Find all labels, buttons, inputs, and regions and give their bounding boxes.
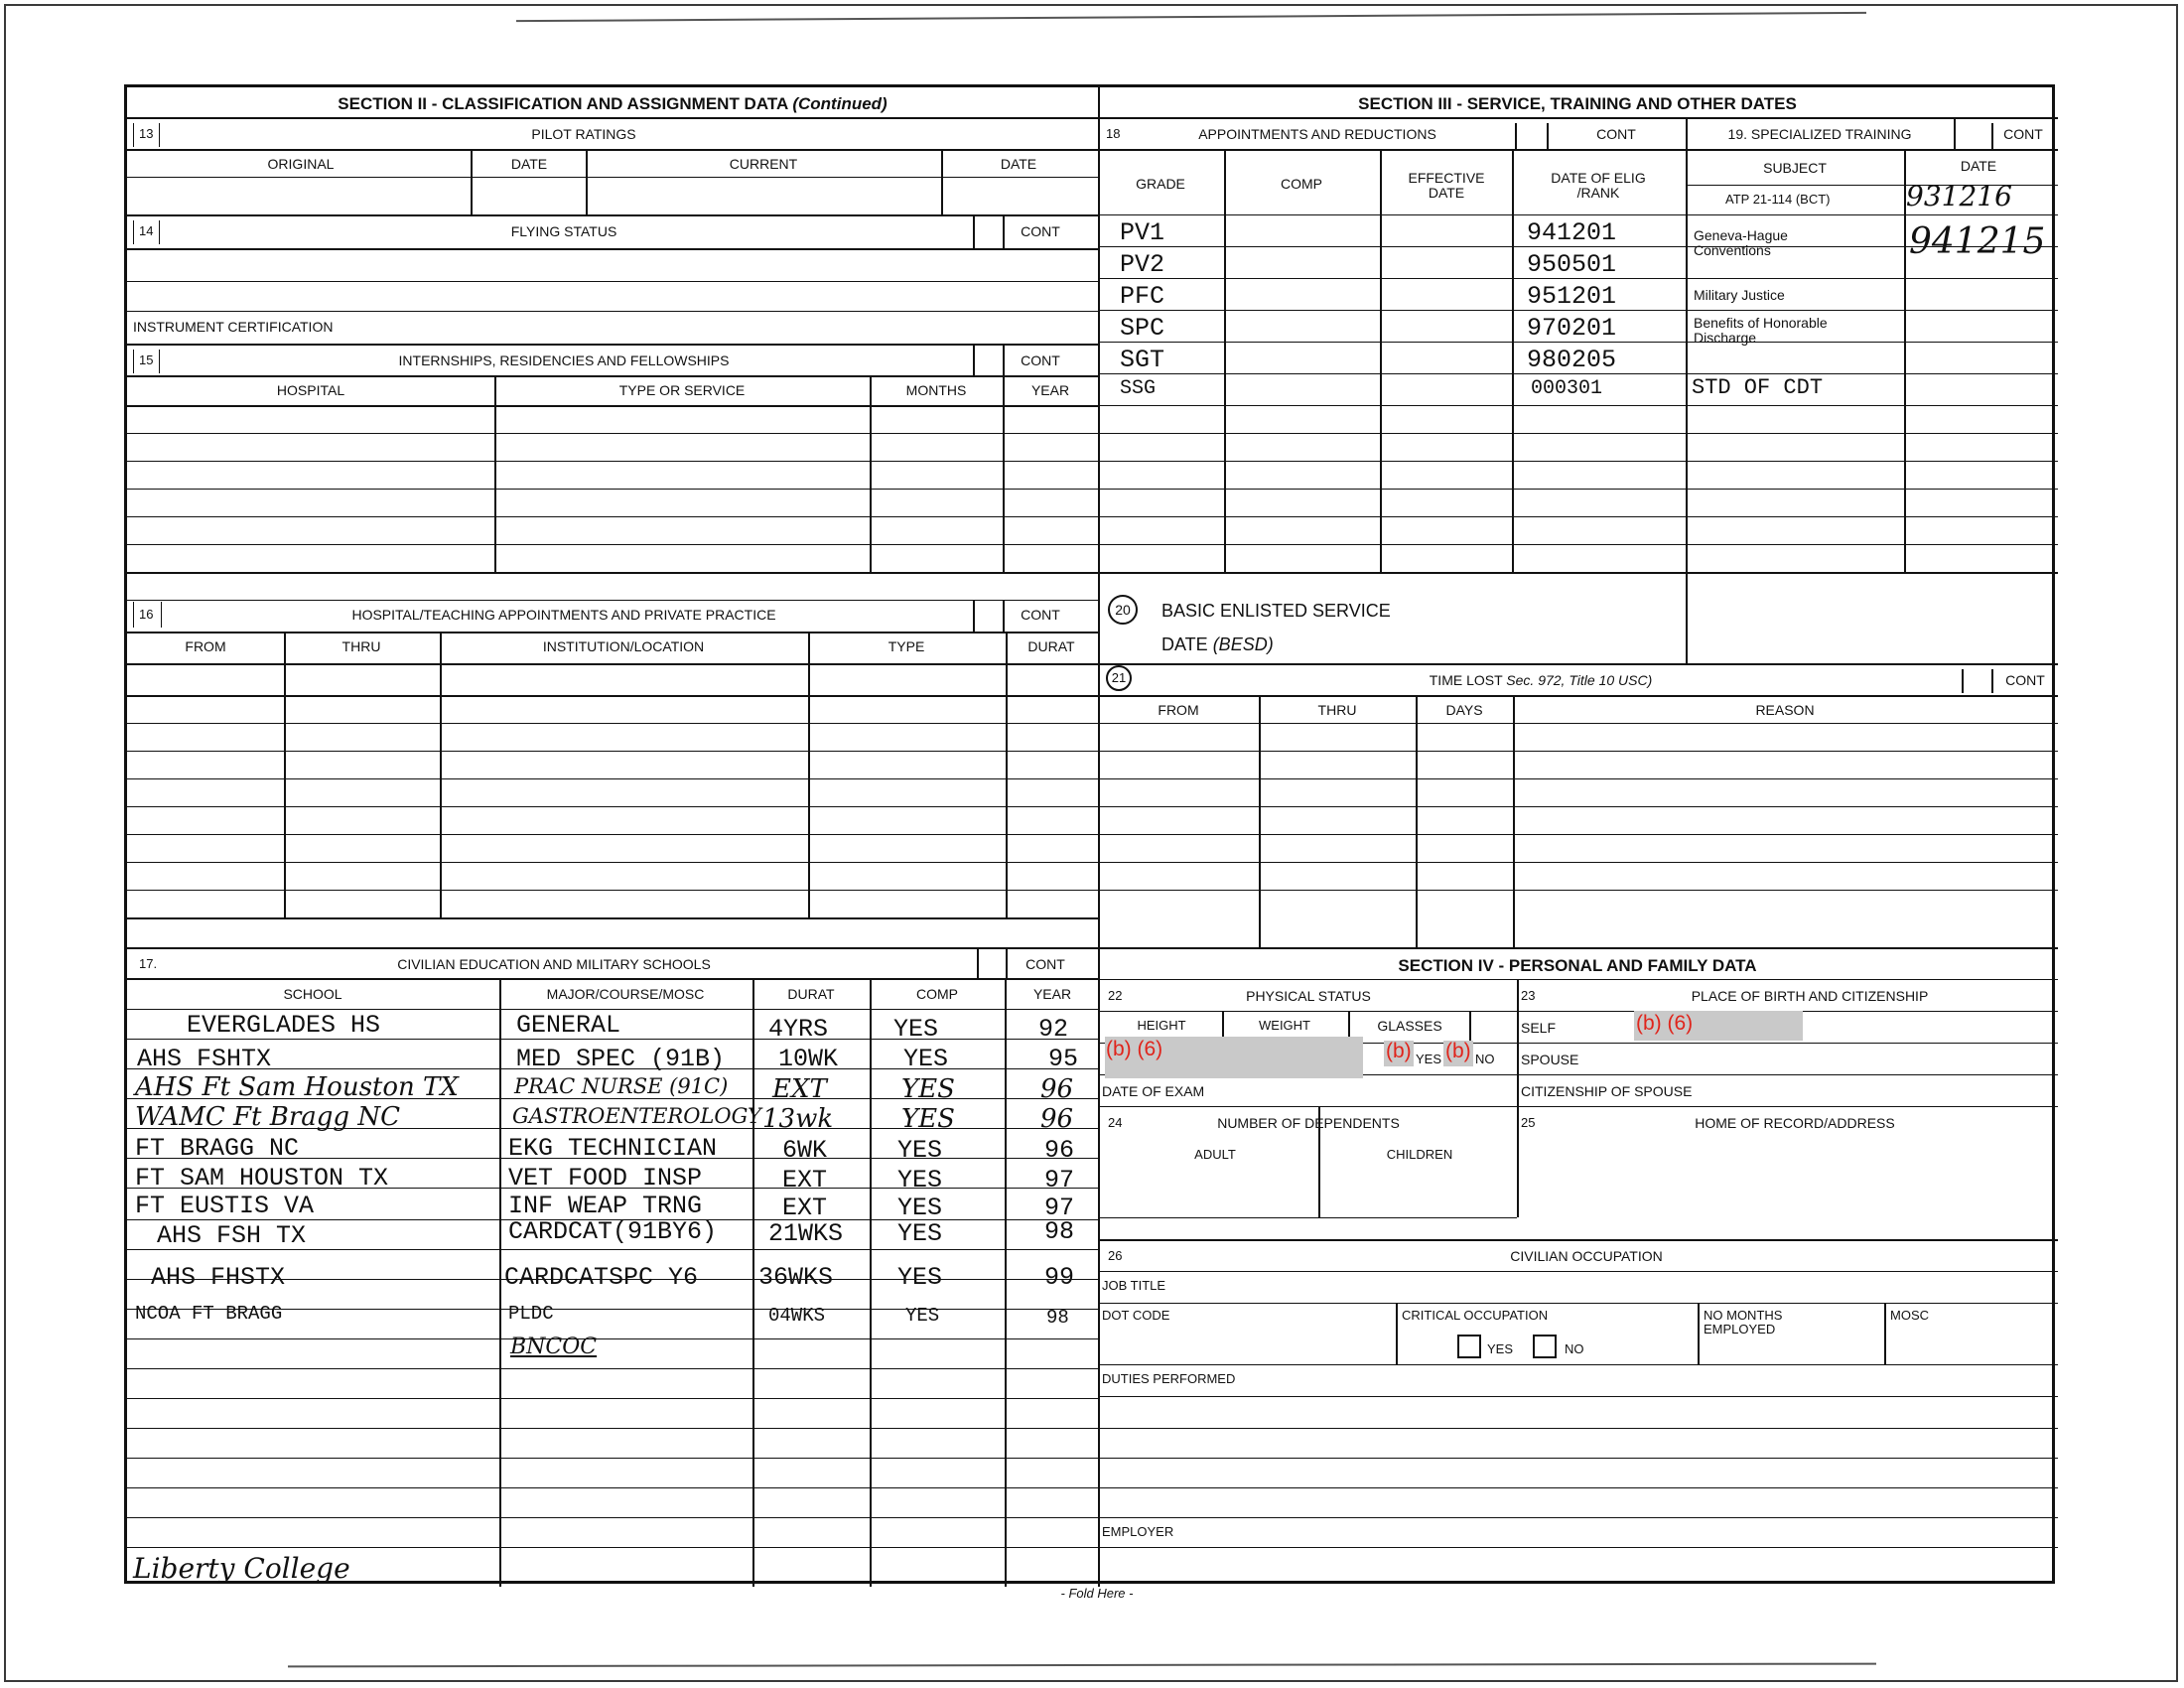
education-course: GENERAL xyxy=(516,1011,621,1040)
education-year: 95 xyxy=(1048,1045,1079,1073)
block-13-number: 13 xyxy=(139,126,154,141)
education-course: BNCOC xyxy=(510,1335,598,1359)
time-lost-title: TIME LOST Sec. 972, Title 10 USC) xyxy=(1429,672,1653,688)
pilot-col-date-2: DATE xyxy=(1000,156,1037,172)
grade-date: 951201 xyxy=(1527,282,1617,311)
block-14-number: 14 xyxy=(139,223,154,238)
citizenship-spouse-label: CITIZENSHIP OF SPOUSE xyxy=(1521,1083,1693,1099)
education-year: 99 xyxy=(1044,1263,1075,1292)
critical-occupation-label: CRITICAL OCCUPATION xyxy=(1402,1308,1549,1323)
block-20-number: 20 xyxy=(1108,595,1138,625)
glasses-label: GLASSES xyxy=(1377,1018,1442,1034)
home-of-record-title: HOME OF RECORD/ADDRESS xyxy=(1695,1115,1895,1131)
instrument-certification-label: INSTRUMENT CERTIFICATION xyxy=(133,319,334,335)
appointments-reductions-cont: CONT xyxy=(1596,126,1636,142)
civilian-occupation-title: CIVILIAN OCCUPATION xyxy=(1510,1248,1663,1264)
grade-value: SGT xyxy=(1120,346,1165,374)
education-school: AHS FSHTX xyxy=(137,1045,272,1073)
education-col-year: YEAR xyxy=(1032,986,1072,1002)
block-22-number: 22 xyxy=(1108,988,1123,1003)
months-employed-label: NO MONTHS EMPLOYED xyxy=(1704,1308,1783,1337)
height-label: HEIGHT xyxy=(1137,1018,1186,1033)
besd-label: BASIC ENLISTED SERVICE xyxy=(1161,601,1391,621)
grade-date: 970201 xyxy=(1527,314,1617,343)
education-durat: 36WKS xyxy=(758,1263,834,1292)
grade-value: PV2 xyxy=(1120,250,1165,279)
education-school: AHS Ft Sam Houston TX xyxy=(135,1072,459,1102)
block-26-number: 26 xyxy=(1108,1248,1123,1263)
education-comp: YES xyxy=(897,1219,943,1248)
education-comp: YES xyxy=(897,1263,943,1292)
education-durat: EXT xyxy=(772,1074,827,1104)
duties-performed-label: DUTIES PERFORMED xyxy=(1102,1371,1236,1386)
training-subject: ATP 21-114 (BCT) xyxy=(1725,192,1831,207)
education-comp: YES xyxy=(903,1045,949,1073)
redaction-label: (b) xyxy=(1386,1040,1412,1062)
education-year: 96 xyxy=(1044,1136,1075,1165)
redaction-label: (b) (6) xyxy=(1106,1038,1163,1060)
education-col-school: SCHOOL xyxy=(283,986,342,1002)
education-comp: YES xyxy=(893,1015,939,1044)
block-17-number: 17. xyxy=(139,956,158,971)
education-comp: YES xyxy=(901,1074,955,1104)
training-date: 941215 xyxy=(1909,221,2046,262)
education-course: PRAC NURSE (91C) xyxy=(514,1074,729,1098)
education-school: NCOA FT BRAGG xyxy=(135,1303,283,1325)
education-comp: YES xyxy=(901,1104,955,1134)
grade-date: 950501 xyxy=(1527,250,1617,279)
education-year: 98 xyxy=(1044,1217,1075,1246)
grade-value: SPC xyxy=(1120,314,1165,343)
time-lost-col-reason: REASON xyxy=(1755,702,1815,718)
training-subject: Geneva-Hague Conventions xyxy=(1694,227,1788,259)
flying-status-title: FLYING STATUS xyxy=(510,223,617,239)
appointments-col-durat: DURAT xyxy=(1027,638,1075,654)
education-school: AHS FSH TX xyxy=(157,1221,307,1250)
education-col-comp: COMP xyxy=(916,986,958,1002)
redaction-label: (b) xyxy=(1445,1040,1471,1062)
education-school: AHS FHSTX xyxy=(151,1263,286,1292)
redaction-label: (b) (6) xyxy=(1636,1012,1694,1035)
internships-cont: CONT xyxy=(1021,352,1060,368)
training-note: STD OF CDT xyxy=(1692,375,1824,400)
flying-status-cont: CONT xyxy=(1021,223,1060,239)
job-title-label: JOB TITLE xyxy=(1102,1278,1166,1293)
grade-date: 000301 xyxy=(1531,377,1603,400)
mosc-label: MOSC xyxy=(1890,1308,1929,1323)
block-18-number: 18 xyxy=(1106,126,1121,141)
training-subject: Military Justice xyxy=(1694,287,1785,303)
education-comp: YES xyxy=(897,1194,943,1222)
education-durat: 04WKS xyxy=(768,1305,826,1327)
grade-value: SSG xyxy=(1120,377,1157,400)
education-course: CARDCATSPC Y6 xyxy=(504,1263,699,1292)
education-school: FT EUSTIS VA xyxy=(135,1192,315,1220)
employer-label: EMPLOYER xyxy=(1102,1524,1174,1539)
appointments-col-type: TYPE xyxy=(887,638,925,654)
internships-col-year: YEAR xyxy=(1030,382,1070,398)
education-school: WAMC Ft Bragg NC xyxy=(135,1102,400,1132)
education-course: INF WEAP TRNG xyxy=(508,1192,703,1220)
education-year: 98 xyxy=(1046,1307,1069,1329)
education-col-durat: DURAT xyxy=(787,986,835,1002)
self-label: SELF xyxy=(1521,1020,1557,1036)
place-of-birth-title: PLACE OF BIRTH AND CITIZENSHIP xyxy=(1691,988,1929,1004)
education-year: 97 xyxy=(1044,1194,1075,1222)
appointments-reductions-title: APPOINTMENTS AND REDUCTIONS xyxy=(1198,126,1436,142)
dependents-title: NUMBER OF DEPENDENTS xyxy=(1217,1115,1400,1131)
education-course: PLDC xyxy=(508,1303,554,1325)
section-2-title: SECTION II - CLASSIFICATION AND ASSIGNMENT DATA (Continued) xyxy=(338,94,887,113)
education-comp: YES xyxy=(897,1136,943,1165)
education-title: CIVILIAN EDUCATION AND MILITARY SCHOOLS xyxy=(397,956,711,972)
pilot-ratings-title: PILOT RATINGS xyxy=(531,126,636,142)
training-col-subject: SUBJECT xyxy=(1763,160,1827,176)
time-lost-col-from: FROM xyxy=(1158,702,1199,718)
appointments-col-from: FROM xyxy=(185,638,226,654)
section-3-title: SECTION III - SERVICE, TRAINING AND OTHER DATES xyxy=(1358,94,1797,113)
education-durat: 6WK xyxy=(782,1136,828,1165)
internships-title: INTERNSHIPS, RESIDENCIES AND FELLOWSHIPS xyxy=(398,352,730,368)
critical-no-checkbox[interactable] xyxy=(1533,1335,1557,1358)
besd-date-label: DATE (BESD) xyxy=(1161,634,1274,654)
glasses-yes: YES xyxy=(1416,1052,1442,1066)
block-21-number: 21 xyxy=(1106,665,1132,691)
weight-label: WEIGHT xyxy=(1259,1018,1310,1033)
spouse-label: SPOUSE xyxy=(1521,1052,1579,1067)
block-24-number: 24 xyxy=(1108,1115,1123,1130)
critical-yes-label: YES xyxy=(1487,1341,1514,1356)
education-year: 97 xyxy=(1044,1166,1075,1195)
education-course: VET FOOD INSP xyxy=(508,1164,703,1193)
block-23-number: 23 xyxy=(1521,988,1536,1003)
section-4-title: SECTION IV - PERSONAL AND FAMILY DATA xyxy=(1398,956,1757,975)
education-course: MED SPEC (91B) xyxy=(516,1045,726,1073)
education-durat: 4YRS xyxy=(768,1015,829,1044)
specialized-training-cont: CONT xyxy=(2003,126,2043,142)
education-course: CARDCAT(91BY6) xyxy=(508,1217,718,1246)
pilot-col-original: ORIGINAL xyxy=(267,156,335,172)
internships-col-months: MONTHS xyxy=(905,382,967,398)
internships-col-type: TYPE OR SERVICE xyxy=(618,382,746,398)
time-lost-cont: CONT xyxy=(2005,672,2045,688)
time-lost-col-days: DAYS xyxy=(1445,702,1483,718)
block-16-number: 16 xyxy=(139,607,154,622)
education-course: EKG TECHNICIAN xyxy=(508,1134,718,1163)
education-year: 96 xyxy=(1040,1104,1074,1134)
education-year: 96 xyxy=(1040,1074,1074,1104)
education-durat: 21WKS xyxy=(768,1219,844,1248)
appointments-col-institution: INSTITUTION/LOCATION xyxy=(542,638,705,654)
dependents-col-adult: ADULT xyxy=(1194,1147,1236,1162)
education-durat: 13wk xyxy=(762,1104,834,1134)
effective-date-col: EFFECTIVE DATE xyxy=(1408,170,1485,202)
date-of-elig-col: DATE OF ELIG /RANK xyxy=(1551,170,1646,202)
education-comp: YES xyxy=(897,1166,943,1195)
pilot-col-current: CURRENT xyxy=(729,156,798,172)
grade-date: 980205 xyxy=(1527,346,1617,374)
education-comp: YES xyxy=(905,1305,940,1327)
education-durat: EXT xyxy=(782,1194,828,1222)
fold-here-label: - Fold Here - xyxy=(1060,1586,1134,1601)
hospital-appointments-title: HOSPITAL/TEACHING APPOINTMENTS AND PRIVATE PRACTICE xyxy=(351,607,776,623)
education-school: Liberty College xyxy=(133,1552,350,1585)
training-subject: Benefits of Honorable Discharge xyxy=(1694,315,1828,346)
critical-no-label: NO xyxy=(1565,1341,1584,1356)
critical-yes-checkbox[interactable] xyxy=(1457,1335,1481,1358)
education-cont: CONT xyxy=(1025,956,1065,972)
grade-date: 941201 xyxy=(1527,218,1617,247)
appointments-col-thru: THRU xyxy=(341,638,381,654)
education-durat: 10WK xyxy=(778,1045,839,1073)
training-col-date: DATE xyxy=(1960,158,1997,174)
grade-value: PFC xyxy=(1120,282,1165,311)
education-course: GASTROENTEROLOGY xyxy=(512,1104,761,1128)
pilot-col-date: DATE xyxy=(510,156,548,172)
education-school: EVERGLADES HS xyxy=(187,1011,381,1040)
dot-code-label: DOT CODE xyxy=(1102,1308,1170,1323)
training-date: 931216 xyxy=(1906,180,2012,212)
education-school: FT SAM HOUSTON TX xyxy=(135,1164,389,1193)
date-of-exam-label: DATE OF EXAM xyxy=(1102,1083,1205,1099)
education-school: FT BRAGG NC xyxy=(135,1134,300,1163)
time-lost-col-thru: THRU xyxy=(1317,702,1357,718)
specialized-training-title: 19. SPECIALIZED TRAINING xyxy=(1727,126,1912,142)
hospital-appointments-cont: CONT xyxy=(1021,607,1060,623)
internships-col-hospital: HOSPITAL xyxy=(276,382,345,398)
block-15-number: 15 xyxy=(139,352,154,367)
education-col-course: MAJOR/COURSE/MOSC xyxy=(546,986,705,1002)
physical-status-title: PHYSICAL STATUS xyxy=(1246,988,1371,1004)
block-25-number: 25 xyxy=(1521,1115,1536,1130)
glasses-no: NO xyxy=(1475,1052,1495,1066)
personnel-record-form xyxy=(124,84,2055,1584)
education-year: 92 xyxy=(1038,1015,1069,1044)
grade-value: PV1 xyxy=(1120,218,1165,247)
comp-col: COMP xyxy=(1281,176,1322,192)
grade-col: GRADE xyxy=(1136,176,1185,192)
education-durat: EXT xyxy=(782,1166,828,1195)
dependents-col-children: CHILDREN xyxy=(1386,1147,1453,1162)
